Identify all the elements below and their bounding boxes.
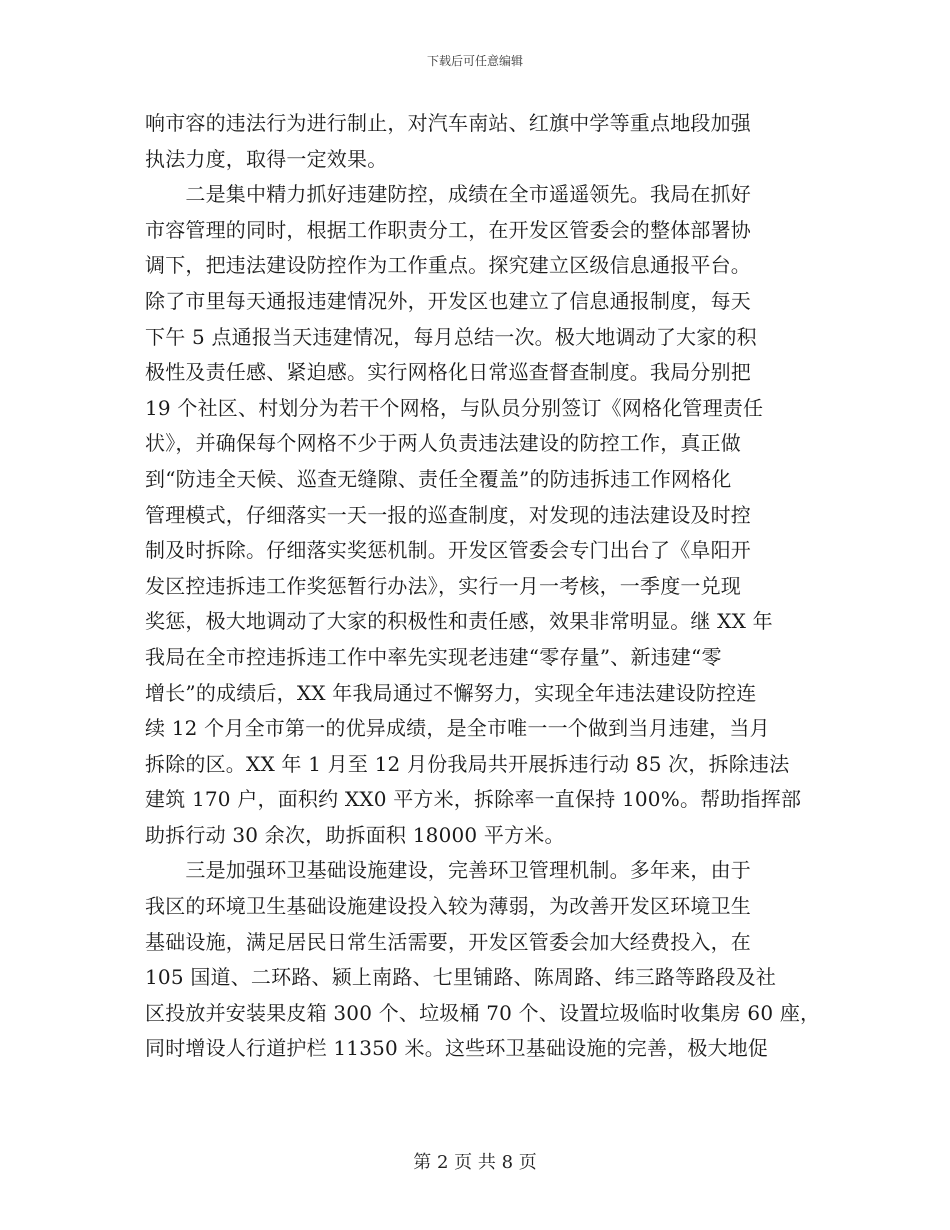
text-line: 区投放并安装果皮箱 300 个、垃圾桶 70 个、设置垃圾临时收集房 60 座， xyxy=(145,1000,821,1025)
text-line: 奖惩，极大地调动了大家的积极性和责任感，效果非常明显。继 XX 年 xyxy=(145,609,773,634)
text-line: 105 国道、二环路、颍上南路、七里铺路、陈周路、纬三路等路段及社 xyxy=(145,965,777,990)
text-line: 我区的环境卫生基础设施建设投入较为薄弱，为改善开发区环境卫生 xyxy=(145,894,751,919)
text-line: 19 个社区、村划分为若干个网格，与队员分别签订《网格化管理责任 xyxy=(145,395,764,420)
text-line: 助拆行动 30 余次，助拆面积 18000 平方米。 xyxy=(145,822,565,847)
text-line: 管理模式，仔细落实一天一报的巡查制度，对发现的违法建设及时控 xyxy=(145,502,751,527)
page-header: 下载后可任意编辑 xyxy=(426,54,523,68)
text-line: 调下，把违法建设防控作为工作重点。探究建立区级信息通报平台。 xyxy=(145,253,751,278)
text-line: 二是集中精力抓好违建防控，成绩在全市遥遥领先。我局在抓好 xyxy=(145,182,751,207)
text-line: 下午 5 点通报当天违建情况，每月总结一次。极大地调动了大家的积 xyxy=(145,324,757,349)
text-line: 同时增设人行道护栏 11350 米。这些环卫基础设施的完善，极大地促 xyxy=(145,1036,769,1061)
text-line: 除了市里每天通报违建情况外，开发区也建立了信息通报制度，每天 xyxy=(145,288,751,313)
text-line: 状》，并确保每个网格不少于两人负责违法建设的防控工作，真正做 xyxy=(145,431,741,456)
text-line: 基础设施，满足居民日常生活需要，开发区管委会加大经费投入，在 xyxy=(145,929,751,954)
text-line: 制及时拆除。仔细落实奖惩机制。开发区管委会专门出台了《阜阳开 xyxy=(145,538,751,563)
document-body xyxy=(145,106,821,1067)
text-line: 响市容的违法行为进行制止，对汽车南站、红旗中学等重点地段加强 xyxy=(145,111,751,135)
text-line: 增长”的成绩后，XX 年我局通过不懈努力，实现全年违法建设防控连 xyxy=(145,680,757,705)
text-line: 建筑 170 户，面积约 XX0 平方米，拆除率一直保持 100%。帮助指挥部 xyxy=(145,787,802,812)
text-line: 发区控违拆违工作奖惩暂行办法》，实行一月一考核，一季度一兑现 xyxy=(145,573,741,598)
text-line: 续 12 个月全市第一的优异成绩，是全市唯一一个做到当月违建，当月 xyxy=(145,716,770,741)
text-line: 执法力度，取得一定效果。 xyxy=(145,146,388,171)
text-line: 市容管理的同时，根据工作职责分工，在开发区管委会的整体部署协 xyxy=(145,217,751,242)
text-line: 到“防违全天候、巡查无缝隙、责任全覆盖”的防违拆违工作网格化 xyxy=(145,466,732,491)
text-line: 拆除的区。XX 年 1 月至 12 月份我局共开展拆违行动 85 次，拆除违法 xyxy=(145,751,790,776)
text-line: 我局在全市控违拆违工作中率先实现老违建“零存量”、新违建“零 xyxy=(145,644,722,669)
text-line: 三是加强环卫基础设施建设，完善环卫管理机制。多年来，由于 xyxy=(145,858,751,883)
page-footer: 第 2 页 共 8 页 xyxy=(413,1152,537,1173)
text-line: 极性及责任感、紧迫感。实行网格化日常巡查督查制度。我局分别把 xyxy=(145,360,751,385)
